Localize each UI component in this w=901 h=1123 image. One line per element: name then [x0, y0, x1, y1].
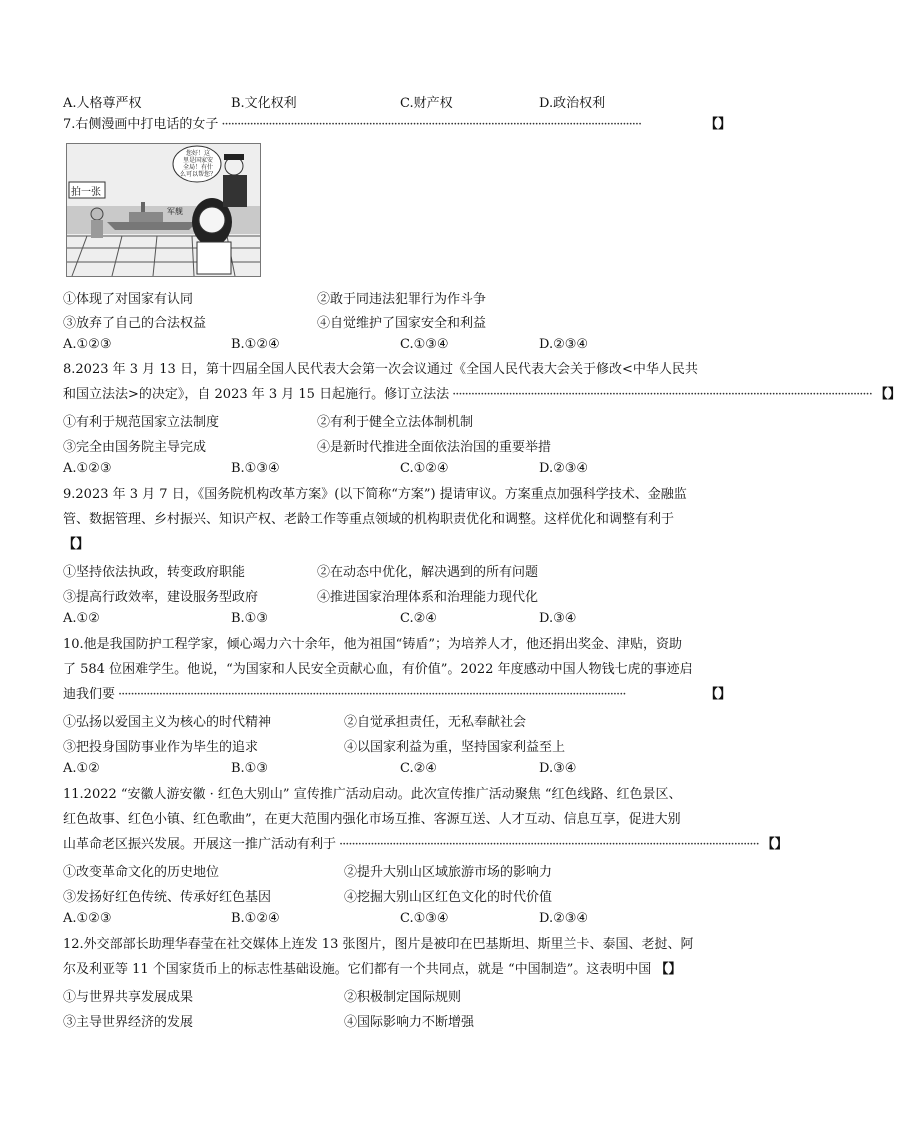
q12-answer-bracket[interactable]: 【】 — [655, 962, 682, 977]
q7-statements-row2 — [63, 312, 731, 330]
q11-statement-2: ②提升大别山区域旅游市场的影响力 — [344, 865, 553, 880]
speech-line-3: 全局！有什 — [182, 164, 213, 171]
q6-option-d[interactable]: D.政治权利 — [539, 96, 606, 111]
q10-option-a[interactable]: A.①② — [63, 761, 100, 776]
q7-option-a[interactable]: A.①②③ — [63, 337, 112, 352]
q6-options — [63, 92, 731, 110]
q10-stem-line1: 10.他是我国防护工程学家，倾心竭力六十余年，他为祖国“铸盾”；为培养人才，他还捐出奖金、津贴，资助 — [63, 637, 682, 652]
q7-statements-row1 — [63, 288, 731, 306]
cartoon-label-ship: 军舰 — [167, 207, 183, 216]
q8-answer-bracket[interactable]: 【】 — [874, 387, 901, 402]
q7-option-c[interactable]: C.①③④ — [400, 337, 449, 352]
q6-option-b[interactable]: B.文化权利 — [231, 96, 297, 111]
q9-option-a[interactable]: A.①② — [63, 611, 100, 626]
q12-statement-2: ②积极制定国际规则 — [344, 990, 462, 1005]
q7-leader-dots: ······································································································································ — [221, 117, 642, 132]
q9-option-d[interactable]: D.③④ — [539, 611, 577, 626]
q6-option-a[interactable]: A.人格尊严权 — [63, 96, 142, 111]
q10-options — [63, 761, 731, 779]
speech-line-4: 么可以帮您？ — [179, 171, 216, 178]
q7-statement-4: ④自觉维护了国家安全和利益 — [317, 316, 487, 331]
q8-option-c[interactable]: C.①②④ — [400, 461, 449, 476]
q8-option-b[interactable]: B.①③④ — [231, 461, 280, 476]
speech-line-1: 您好！这 — [185, 150, 210, 157]
q9-answer-line — [63, 536, 731, 554]
q11-answer-bracket[interactable]: 【】 — [761, 837, 788, 852]
q9-statements-row2 — [63, 586, 731, 604]
q10-answer-bracket[interactable]: 【】 — [704, 687, 731, 702]
q11-stem-line2: 红色故事、红色小镇、红色歌曲”，在更大范围内强化市场互推、客源互送、人才互动、信息互享，促进大别 — [63, 812, 681, 827]
q11-statements-row1 — [63, 861, 731, 879]
q11-option-d[interactable]: D.②③④ — [539, 911, 589, 926]
q9-stem-line2: 管、数据管理、乡村振兴、知识产权、老龄工作等重点领域的机构职责优化和调整。这样优化和调整有利于 — [63, 512, 675, 527]
cartoon-drawing — [67, 144, 260, 276]
q11-statements-row2 — [63, 886, 731, 904]
q9-statements-row1 — [63, 561, 731, 579]
q7-stem-text: 7.右侧漫画中打电话的女子 — [63, 117, 219, 132]
q8-stem-line2 — [63, 386, 901, 404]
q7-statement-3: ③放弃了自己的合法权益 — [63, 316, 207, 331]
q12-stem-line2-text: 尔及利亚等 11 个国家货币上的标志性基础设施。它们都有一个共同点，就是 “中国制造”。这表明中国 — [63, 962, 652, 977]
q11-option-c[interactable]: C.①③④ — [400, 911, 449, 926]
q10-statement-3: ③把投身国防事业作为毕生的追求 — [63, 740, 259, 755]
q9-answer-bracket[interactable]: 【】 — [63, 537, 90, 552]
q12-stem-line2 — [63, 961, 731, 979]
q10-statement-4: ④以国家利益为重，坚持国家利益至上 — [344, 740, 566, 755]
q8-statements-row1 — [63, 411, 731, 429]
q10-option-d[interactable]: D.③④ — [539, 761, 577, 776]
q12-statement-4: ④国际影响力不断增强 — [344, 1015, 475, 1030]
q7-cartoon-image — [66, 143, 261, 277]
q8-statement-2: ②有利于健全立法体制机制 — [317, 415, 474, 430]
q10-stem-line3 — [63, 686, 731, 704]
q7-answer-bracket[interactable]: 【】 — [704, 117, 731, 132]
q8-statements-row2 — [63, 436, 731, 454]
q11-option-a[interactable]: A.①②③ — [63, 911, 112, 926]
q10-stem-line2: 了 584 位困难学生。他说，“为国家和人民安全贡献心血，有价值”。2022 年度感动中国人物钱七虎的事迹启 — [63, 662, 693, 677]
q9-statement-1: ①坚持依法执政，转变政府职能 — [63, 565, 246, 580]
q10-option-c[interactable]: C.②④ — [400, 761, 437, 776]
q7-option-d[interactable]: D.②③④ — [539, 337, 589, 352]
q7-options — [63, 337, 731, 355]
q10-leader-dots: ·································································································································································· — [118, 687, 626, 702]
q10-statements-row2 — [63, 736, 731, 754]
q8-stem-line1: 8.2023 年 3 月 13 日，第十四届全国人民代表大会第一次会议通过《全国人民代表大会关于修改<中华人民共 — [63, 362, 698, 377]
q8-option-d[interactable]: D.②③④ — [539, 461, 589, 476]
q6-option-c[interactable]: C.财产权 — [400, 96, 453, 111]
cartoon-speech-bubble — [178, 150, 218, 178]
q9-stem-line1: 9.2023 年 3 月 7 日，《国务院机构改革方案》(以下简称“方案”) 提请审议。方案重点加强科学技术、金融监 — [63, 487, 687, 502]
q10-option-b[interactable]: B.①③ — [231, 761, 268, 776]
q11-stem-line3-text: 山革命老区振兴发展。开展这一推广活动有利于 — [63, 837, 337, 852]
q11-stem-line1: 11.2022 “安徽人游安徽 · 红色大别山” 宣传推广活动启动。此次宣传推广活动聚焦 “红色线路、红色景区、 — [63, 787, 682, 802]
q12-statements-row1 — [63, 986, 731, 1004]
q8-leader-dots: ······································································································································ — [452, 387, 872, 402]
q8-statement-3: ③完全由国务院主导完成 — [63, 440, 207, 455]
q12-statement-3: ③主导世界经济的发展 — [63, 1015, 194, 1030]
q9-statement-3: ③提高行政效率，建设服务型政府 — [63, 590, 259, 605]
cartoon-label-photo: 拍一张 — [71, 187, 101, 198]
q8-statement-1: ①有利于规范国家立法制度 — [63, 415, 220, 430]
q9-option-c[interactable]: C.②④ — [400, 611, 437, 626]
q11-statement-3: ③发扬好红色传统、传承好红色基因 — [63, 890, 272, 905]
q10-statement-1: ①弘扬以爱国主义为核心的时代精神 — [63, 715, 272, 730]
q7-statement-1: ①体现了对国家有认同 — [63, 292, 194, 307]
q10-statements-row1 — [63, 711, 731, 729]
q7-stem — [63, 116, 731, 134]
q11-stem-line3 — [63, 836, 788, 854]
speech-line-2: 里是国家安 — [182, 157, 213, 164]
q11-leader-dots: ······································································································································ — [339, 837, 759, 852]
q12-statements-row2 — [63, 1011, 731, 1029]
q12-stem-line1: 12.外交部部长助理华春莹在社交媒体上连发 13 张图片，图片是被印在巴基斯坦、斯里兰卡、泰国、老挝、阿 — [63, 937, 694, 952]
q9-statement-2: ②在动态中优化，解决遇到的所有问题 — [317, 565, 539, 580]
q11-statement-1: ①改变革命文化的历史地位 — [63, 865, 220, 880]
q12-statement-1: ①与世界共享发展成果 — [63, 990, 194, 1005]
q8-option-a[interactable]: A.①②③ — [63, 461, 112, 476]
q10-stem-line3-text: 迪我们要 — [63, 687, 116, 702]
q8-options — [63, 461, 731, 479]
q10-statement-2: ②自觉承担责任，无私奉献社会 — [344, 715, 527, 730]
q8-statement-4: ④是新时代推进全面依法治国的重要举措 — [317, 440, 552, 455]
q9-option-b[interactable]: B.①③ — [231, 611, 268, 626]
q7-statement-2: ②敢于同违法犯罪行为作斗争 — [317, 292, 487, 307]
q11-statement-4: ④挖掘大别山区红色文化的时代价值 — [344, 890, 553, 905]
q11-option-b[interactable]: B.①②④ — [231, 911, 280, 926]
q7-option-b[interactable]: B.①②④ — [231, 337, 280, 352]
q11-options — [63, 911, 731, 929]
q9-statement-4: ④推进国家治理体系和治理能力现代化 — [317, 590, 539, 605]
q8-stem-line2-text: 和国立法法>的决定》，自 2023 年 3 月 15 日起施行。修订立法法 — [63, 387, 450, 402]
q9-options — [63, 611, 731, 629]
